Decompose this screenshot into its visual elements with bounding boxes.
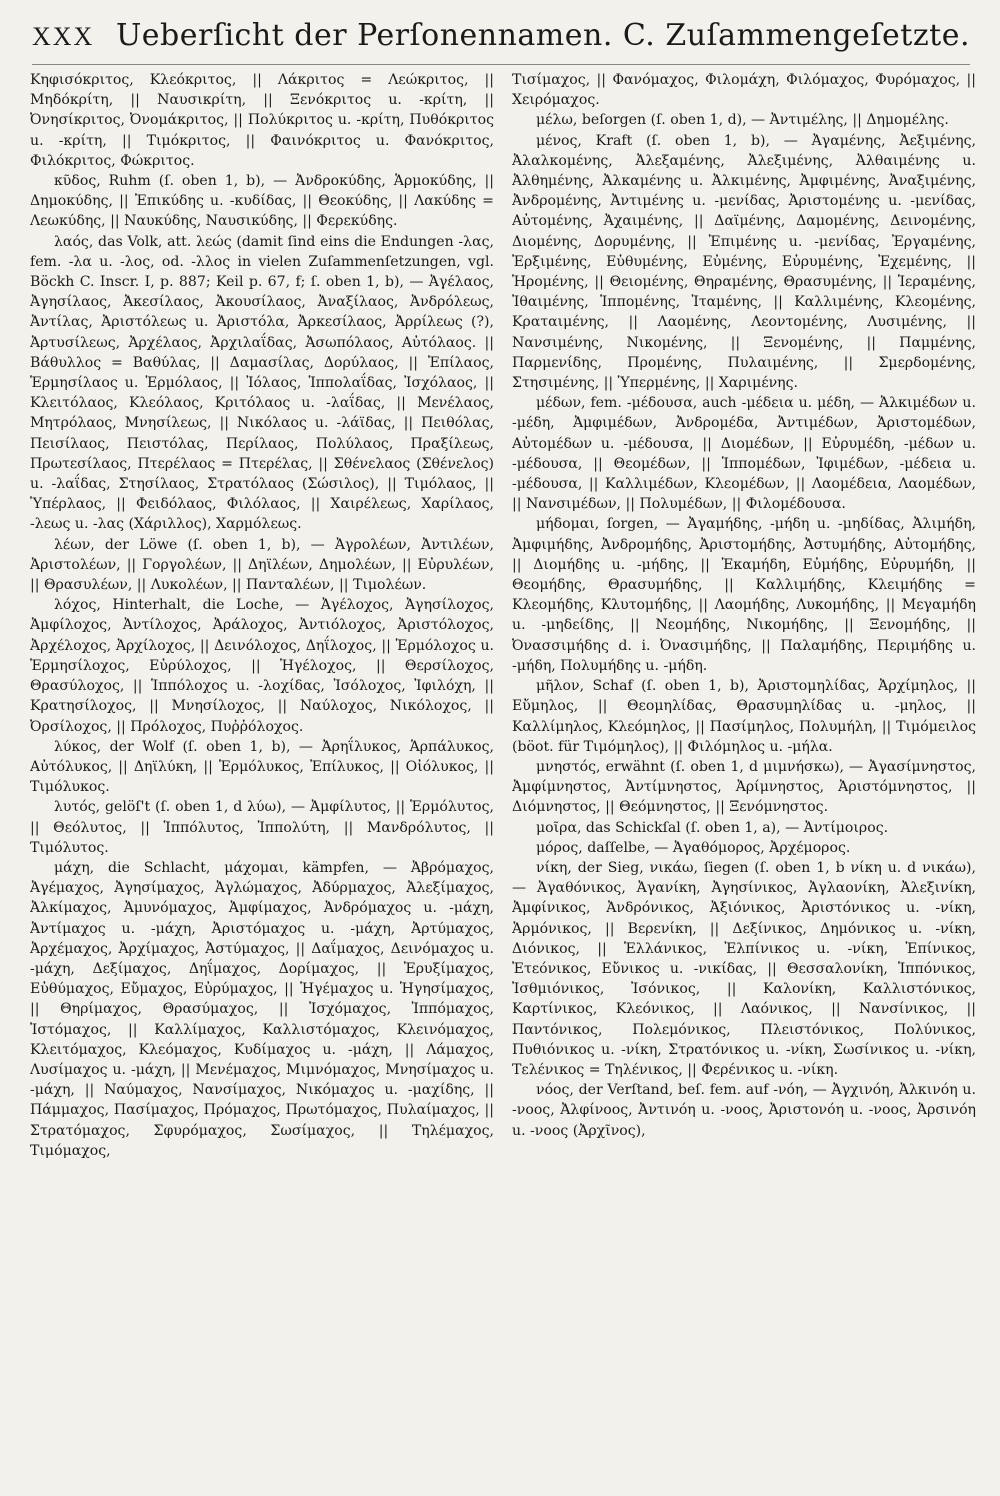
lexicon-entry: μέλω, beſorgen (ſ. oben 1, d), — Ἀντιμέλης, || Δημομέλης. xyxy=(536,112,949,129)
continued-entry: Κηφισόκριτος, Κλεόκριτος, || Λάκριτος = Λεώκριτος, || Μηδόκρίτη, || Ναυσικρίτη, || Ξενόκριτος u. -κρίτη, || Ὀνησίκριτος, Ὀνομάκριτος, || Πολύκριτος u. -κρίτη, Πυθόκριτος u. -κρίτη, || Τιμόκριτος, || Φαινόκριτος u. Φανόκριτος, Φιλόκριτος, Φώκριτος. xyxy=(30,72,494,169)
lexicon-entry: μέδων, fem. -μέδουσα, auch -μέδεια u. μέδη, — Ἀλκιμέδων u. -μέδη, Ἀμφιμέδων, Ἀνδρομέδα, Ἀντιμέδων, Ἀριστομέδων, Αὐτομέδων u. -μέδουσα, || Διομέδων, || Εὐρυμέδη, -μέδων u. -μέδουσα, || Θεομέδων, || Ἱππομέδων, Ἰφιμέδων, -μέδεια u. -μέδουσα, || Καλλιμέδων, Κλεομέδων, || Λαομέδεια, Λαομέδων, || Νανσιμέδων, || Πολυμέδων, || Φιλομέδουσα. xyxy=(512,395,976,513)
lexicon-entry: μένος, Kraft (ſ. oben 1, b), — Ἀγαμένης, Ἀεξιμένης, Ἀλαλκομένης, Ἀλεξαμένης, Ἀλεξιμένης, Ἀλθαιμένης u. Ἀλθημένης, Ἀλκαμένης u. Ἀλκιμένης, Ἀμφιμένης, Ἀναξιμένης, Ἀνδρομένης, Ἀντιμένης u. -μενίδας, Ἀριστομένης u. -μενίδας, Αὐτομένης, Ἀχαιμένης, || Δαϊμένης, Δαμομένης, Δεινομένης, Διομένης, Δορυμένης, || Ἐπιμένης u. -μενίδας, Ἐργαμένης, Ἐρξιμένης, Εὐθυμένης, Εὐμένης, Εὐρυμένης, Ἐχεμένης, || Ἡρομένης, || Θειομένης, Θηραμένης, Θρασυμένης, || Ἱεραμένης, Ἰθαιμένης, Ἱππομένης, Ἰταμένης, || Καλλιμένης, Κλεομένης, Κραταιμένης, || Λαομένης, Λεοντομένης, Λυσιμένης, || Νανσιμένης, Νικομένης, || Ξενομένης, || Παμμένης, Παρμενίδης, Προμένης, Πυλαιμένης, || Σμερδομένης, Στησιμένης, || Ὑπερμένης, || Χαριμένης. xyxy=(512,132,976,392)
lexicon-entry: λύκος, der Wolf (ſ. oben 1, b), — Ἀρηΐλυκος, Ἁρπάλυκος, Αὐτόλυκος, || Δηϊλύκη, || Ἑρμόλυκος, Ἐπίλυκος, || Οἰόλυκος, || Τιμόλυκος. xyxy=(30,738,494,796)
lexicon-entry: λόχος, Hinterhalt, die Loche, — Ἀγέλοχος, Ἀγησίλοχος, Ἀμφίλοχος, Ἀντίλοχος, Ἀράλοχος, Ἀντιόλοχος, Ἀριστόλοχος, Ἀρχέλοχος, Ἀρχίλοχος, || Δεινόλοχος, Δηΐλοχος, || Ἑρμόλοχος u. Ἑρμησίλοχος, Εὐρύλοχος, || Ἡγέλοχος, || Θερσίλοχος, Θρασύλοχος, || Ἱππόλοχος u. -λοχίδας, Ἰσόλοχος, Ἰφιλόχη, || Κρατησίλοχος, || Μνησίλοχος, || Ναύλοχος, Νικόλοχος, || Ὀρσίλοχος, || Πρόλοχος, Πυῤῥόλοχος. xyxy=(30,597,494,735)
lexicon-entry: μνηστός, erwähnt (ſ. oben 1, d μιμνήσκω), — Ἀγασίμνηστος, Ἀμφίμνηστος, Ἀντίμνηστος, Ἀρίμνηστος, Ἀριστόμνηστος, || Διόμνηστος, || Θεόμνηστος, || Ξενόμνηστος. xyxy=(512,758,976,816)
lexicon-entry: μάχη, die Schlacht, μάχομαι, kämpfen, — Ἀβρόμαχος, Ἀγέμαχος, Ἀγησίμαχος, Ἀγλώμαχος, Ἀδύρμαχος, Ἀλεξίμαχος, Ἀλκίμαχος, Ἀμυνόμαχος, Ἀμφίμαχος, Ἀνδρόμαχος u. -μάχη, Ἀντίμαχος u. -μάχη, Ἀριστόμαχος u. -μάχη, Ἀρτύμαχος, Ἀρχέμαχος, Ἀρχίμαχος, Ἀστύμαχος, || Δαΐμαχος, Δεινόμαχος u. -μάχη, Δεξίμαχος, Δηΐμαχος, Δορίμαχος, || Ἐρυξίμαχος, Εὐθύμαχος, Εὔμαχος, Εὐρύμαχος, || Ἡγέμαχος u. Ἡγησίμαχος, || Θηρίμαχος, Θρασύμαχος, || Ἰσχόμαχος, Ἱππόμαχος, Ἰστόμαχος, || Καλλίμαχος, Καλλιστόμαχος, Κλεινόμαχος, Κλειτόμαχος, Κλεόμαχος, Κυδίμαχος u. -μάχη, || Λάμαχος, Λυσίμαχος u. -μάχη, || Μενέμαχος, Μιμνόμαχος, Μνησίμαχος u. -μάχη, || Ναύμαχος, Νανσίμαχος, Νικόμαχος u. -μαχίδης, || Πάμμαχος, Πασίμαχος, Πρόμαχος, Πρωτόμαχος, Πυλαίμαχος, || Στρατόμαχος, Σφυρόμαχος, Σωσίμαχος, || Τηλέμαχος, Τιμόμαχος, xyxy=(30,859,494,1159)
left-column xyxy=(30,70,494,1484)
lexicon-entry: λυτός, gelöſ't (ſ. oben 1, d λύω), — Ἀμφίλυτος, || Ἑρμόλυτος, || Θεόλυτος, || Ἱππόλυτος, Ἱππολύτη, || Μανδρόλυτος, || Τιμόλυτος. xyxy=(30,799,494,856)
right-column xyxy=(512,70,976,1484)
page-number: XXX xyxy=(32,22,95,51)
lexicon-entry: λέων, der Löwe (ſ. oben 1, b), — Ἀγρολέων, Ἀντιλέων, Ἀριστολέων, || Γοργολέων, || Δηϊλέων, Δημολέων, || Εὐρυλέων, || Θρασυλέων, || Λυκολέων, || Πανταλέων, || Τιμολέων. xyxy=(30,536,494,594)
lexicon-entry: μοῖρα, das Schickſal (ſ. oben 1, a), — Ἀντίμοιρος. xyxy=(536,819,889,836)
lexicon-entry: λαός, das Volk, att. λεώς (damit ſind eins die Endungen -λας, fem. -λα u. -λος, od. -λλος in vielen Zuſammenſetzungen, vgl. Böckh C. Inscr. I, p. 887; Keil p. 67, f; ſ. oben 1, b), — Ἀγέλαος, Ἀγησίλαος, Ἀκεσίλαος, Ἀκουσίλαος, Ἀναξίλαος, Ἀνδρόλεως, Ἀντίλας, Ἀριστόλεως u. Ἀριστόλα, Ἀρκεσίλαος, Ἀρρίλεως (?), Ἀρτυσίλεως, Ἀρχέλαος, Ἀρχιλαΐδας, Ἀσωπόλαος, Αὐτόλαος. || Βάθυλλος = Βαθύλας, || Δαμασίλας, Δορύλαος, || Ἐπίλαος, Ἑρμησίλαος u. Ἑρμόλαος, || Ἰόλαος, Ἱππολαΐδας, Ἰσχόλαος, || Κλειτόλαος, Κλεόλαος, Κριτόλαος u. -λαΐδας, || Μενέλαος, Μητρόλαος, Μνησίλεως, || Νικόλαος u. -λάϊδας, || Πειθόλας, Πεισίλαος, Πειστόλας, Περίλαος, Πολύλαος, Πραξίλεως, Πρωτεσίλαος, Πτερέλαος = Πτερέλας, || Σθένελαος (Σθένελος) u. -λαΐδας, Στησίλαος, Στρατόλαος (Σώσιλος), || Τιμόλαος, || Ὑπέρλαος, || Φειδόλαος, Φιλόλαος, || Χαιρέλεως, Χαρίλαος, -λεως u. -λας (Χάριλλος), Χαρμόλεως. xyxy=(30,233,494,533)
lexicon-entry: κῦδος, Ruhm (ſ. oben 1, b), — Ἀνδροκύδης, Ἁρμοκύδης, || Δημοκύδης, || Ἐπικύδης u. -κυδίδας, || Θεοκύδης, || Λακύδης = Λεωκύδης, || Ναυκύδης, Ναυσικύδης, || Φερεκύδης. xyxy=(30,173,494,230)
lexicon-entry: νόος, der Verſtand, beſ. fem. auf -νόη, — Ἀγχινόη, Ἀλκινόη u. -νοος, Ἀλφίνοος, Ἀντινόη u. -νοος, Ἀριστονόη u. -νοος, Ἀρσινόη u. -νοος (Ἀρχῖνος), xyxy=(512,1082,976,1139)
lexicon-entry: μόρος, daſſelbe, — Ἀγαθόμορος, Ἀρχέμορος. xyxy=(536,839,851,856)
page-header xyxy=(32,18,970,65)
lexicon-entry: νίκη, der Sieg, νικάω, ſiegen (ſ. oben 1, b νίκη u. d νικάω), — Ἀγαθόνικος, Ἀγανίκη, Ἀγησίνικος, Ἀγλαονίκη, Ἀλεξινίκη, Ἀμφίνικος, Ἀνδρόνικος, Ἀξιόνικος, Ἀριστόνικος u. -νίκη, Ἁρμόνικος, || Βερενίκη, || Δεξίνικος, Δημόνικος u. -νίκη, Διόνικος, || Ἑλλάνικος, Ἐλπίνικος u. -νίκη, Ἐπίνικος, Ἐτεόνικος, Εὔνικος u. -νικίδας, || Θεσσαλονίκη, Ἱππόνικος, Ἰσθμιόνικος, Ἰσόνικος, || Καλονίκη, Καλλιστόνικος, Καρτίνικος, Κλεόνικος, || Λαόνικος, || Νανσίνικος, || Παντόνικος, Πολεμόνικος, Πλειστόνικος, Πολύνικος, Πυθιόνικος u. -νίκη, Στρατόνικος u. -νίκη, Σωσίνικος u. -νίκη, Τελένικος = Τηλένικος, || Φερένικος u. -νίκη. xyxy=(512,859,976,1078)
continued-entry: Τισίμαχος, || Φανόμαχος, Φιλομάχη, Φιλόμαχος, Φυρόμαχος, || Χειρόμαχος. xyxy=(512,72,976,109)
lexicon-entry: μῆλον, Schaf (ſ. oben 1, b), Ἀριστομηλίδας, Ἀρχίμηλος, || Εὔμηλος, || Θεομηλίδας, Θρασυμηλίδας u. -μηλος, || Καλλίμηλος, Κλεόμηλος, || Πασίμηλος, Πολυμήλη, || Τιμόμειλος (böot. für Τιμόμηλος), || Φιλόμηλος u. -μήλα. xyxy=(512,678,976,755)
page-title: Ueberſicht der Perſonennamen. C. Zuſammengeſetzte. xyxy=(116,18,970,53)
lexicon-entry: μήδομαι, ſorgen, — Ἀγαμήδης, -μήδη u. -μηδίδας, Ἀλιμήδη, Ἀμφιμήδης, Ἀνδρομήδης, Ἀριστομήδης, Ἀστυμήδης, Αὐτομήδης, || Διομήδης u. -μήδης, || Ἑκαμήδη, Εὐμήδης, Εὐρυμήδη, || Θεομήδης, Θρασυμήδης, || Καλλιμήδης, Κλειμήδης = Κλεομήδης, Κλυτομήδης, || Λαομήδης, Λυκομήδης, || Μεγαμήδη u. -μηδείδης, || Νεομήδης, Νικομήδης, || Ξενομήδης, || Ὀνασσιμήδης d. i. Ὀνασιμήδης, || Παλαμήδης, Περιμήδης u. -μήδη, Πολυμήδης u. -μήδη. xyxy=(512,516,976,674)
text-columns xyxy=(30,70,976,1484)
